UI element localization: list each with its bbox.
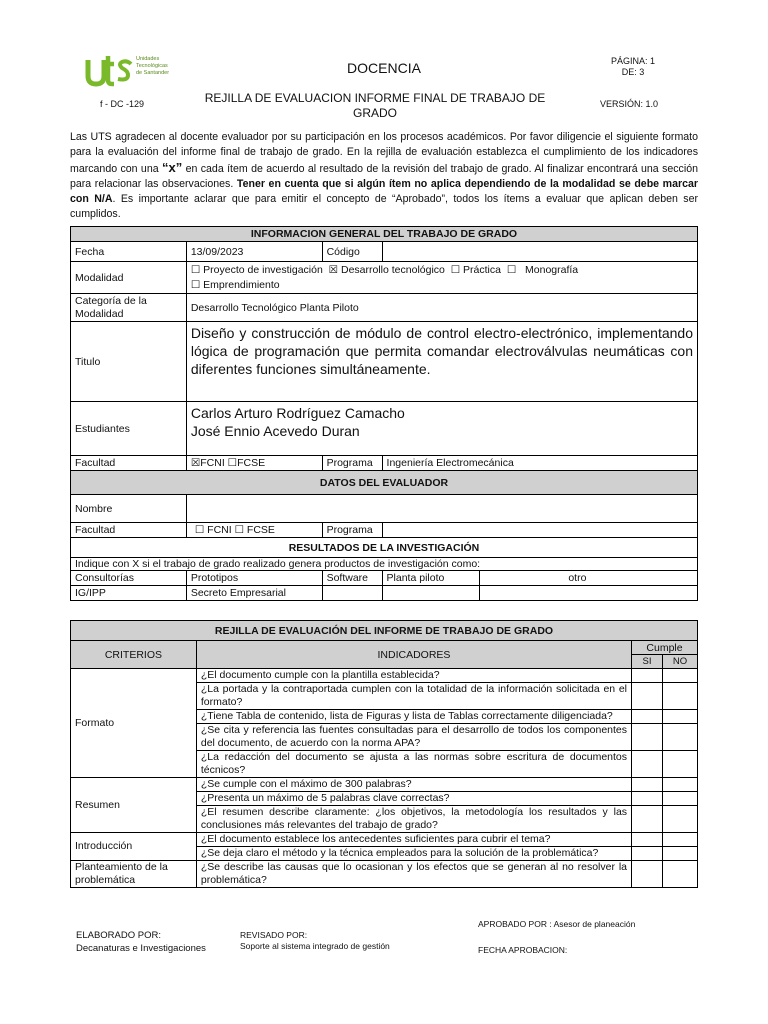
eval-facultad-value[interactable]: ☐ FCNI ☐ FCSE xyxy=(186,523,322,538)
form-code: f - DC -129 xyxy=(100,99,145,109)
fecha-aprobacion: FECHA APROBACION: xyxy=(478,945,568,955)
cumple-si-cell[interactable] xyxy=(632,669,663,683)
indicador-cell: ¿Tiene Tabla de contenido, lista de Figuras y lista de Tablas correctamente diligenciada? xyxy=(196,710,631,724)
general-info-table xyxy=(70,226,698,601)
mod-option-desarrollo[interactable]: ☒ Desarrollo tecnológico xyxy=(328,263,445,276)
resultados-instruction: Indique con X si el trabajo de grado realizado genera productos de investigación como: xyxy=(71,558,698,571)
modalidad-label: Modalidad xyxy=(71,262,187,294)
indicador-cell: ¿Se deja claro el método y la técnica empleados para la solución de la problemática? xyxy=(196,847,631,861)
rejilla-row xyxy=(71,778,698,792)
mod-option-monografia: Monografía xyxy=(525,263,579,276)
rejilla-row xyxy=(71,861,698,888)
resultado-prototipos: Prototipos xyxy=(186,571,322,586)
resultado-empty-3[interactable] xyxy=(480,586,698,601)
page-number: PÁGINA: 1 DE: 3 xyxy=(610,56,655,77)
cumple-no-cell[interactable] xyxy=(663,751,698,778)
cumple-si-cell[interactable] xyxy=(632,724,663,751)
estudiantes-label: Estudiantes xyxy=(71,402,187,456)
version-label: VERSIÓN: 1.0 xyxy=(600,99,659,109)
cumple-no-cell[interactable] xyxy=(663,847,698,861)
categoria-label: Categoría de la Modalidad xyxy=(71,294,187,322)
codigo-value[interactable] xyxy=(382,242,697,262)
cumple-si-cell[interactable] xyxy=(632,683,663,710)
section-heading-evaluador: DATOS DEL EVALUADOR xyxy=(71,471,698,495)
criterio-cell: Planteamiento de la problemática xyxy=(71,861,197,888)
resultado-empty-2[interactable] xyxy=(382,586,480,601)
resultado-otro: otro xyxy=(480,571,698,586)
elaborado-por: ELABORADO POR: Decanaturas e Investigaciones xyxy=(76,930,206,954)
criterio-cell: Introducción xyxy=(71,833,197,861)
cumple-no-cell[interactable] xyxy=(663,669,698,683)
cumple-no-cell[interactable] xyxy=(663,683,698,710)
revisado-por: REVISADO POR: Soporte al sistema integrado de gestión xyxy=(240,930,390,951)
titulo-value[interactable]: Diseño y construcción de módulo de control electro-electrónico, implementando lógica de programación que permita comandar electroválvulas neumáticas con diferentes funciones simultáneamente. xyxy=(186,322,697,402)
indicador-cell: ¿El resumen describe claramente: ¿los objetivos, la metodología los resultados y las conclusiones más relevantes del trabajo de grado? xyxy=(196,806,631,833)
cumple-si-cell[interactable] xyxy=(632,847,663,861)
nombre-label: Nombre xyxy=(71,495,187,523)
cumple-no-cell[interactable] xyxy=(663,792,698,806)
criterio-cell: Resumen xyxy=(71,778,197,833)
indicador-cell: ¿Presenta un máximo de 5 palabras clave correctas? xyxy=(196,792,631,806)
programa-label: Programa xyxy=(322,456,382,471)
codigo-label: Código xyxy=(322,242,382,262)
cumple-si-cell[interactable] xyxy=(632,833,663,847)
cumple-si-cell[interactable] xyxy=(632,792,663,806)
cumple-no-cell[interactable] xyxy=(663,710,698,724)
col-indicadores: INDICADORES xyxy=(196,641,631,669)
resultado-planta-piloto: Planta piloto xyxy=(382,571,480,586)
cumple-no-cell[interactable] xyxy=(663,806,698,833)
uts-logo-subtitle: Unidades Tecnológicas de Santander xyxy=(136,56,170,76)
section-heading-general: INFORMACION GENERAL DEL TRABAJO DE GRADO xyxy=(71,227,698,242)
indicador-cell: ¿Se cumple con el máximo de 300 palabras? xyxy=(196,778,631,792)
cumple-si-cell[interactable] xyxy=(632,751,663,778)
fecha-label: Fecha xyxy=(71,242,187,262)
facultad-value[interactable]: ☒FCNI ☐FCSE xyxy=(186,456,322,471)
resultado-secreto: Secreto Empresarial xyxy=(186,586,322,601)
rejilla-row xyxy=(71,669,698,683)
cumple-si-cell[interactable] xyxy=(632,861,663,888)
cumple-no-cell[interactable] xyxy=(663,861,698,888)
resultado-consultorias: Consultorías xyxy=(71,571,187,586)
indicador-cell: ¿La portada y la contraportada cumplen con la totalidad de la información solicitada en el formato? xyxy=(196,683,631,710)
rejilla-row xyxy=(71,833,698,847)
cumple-si-cell[interactable] xyxy=(632,806,663,833)
cumple-no-cell[interactable] xyxy=(663,724,698,751)
mod-option-proyecto[interactable]: ☐ Proyecto de investigación xyxy=(190,263,323,276)
mod-option-monografia-box[interactable]: ☐ xyxy=(506,263,517,276)
estudiante-2: José Ennio Acevedo Duran xyxy=(190,423,360,439)
estudiante-1: Carlos Arturo Rodríguez Camacho xyxy=(190,405,405,421)
titulo-label: Titulo xyxy=(71,322,187,402)
aprobado-por: APROBADO POR : Asesor de planeación xyxy=(478,919,636,929)
criterio-cell: Formato xyxy=(71,669,197,778)
indicador-cell: ¿Se cita y referencia las fuentes consultadas para el desarrollo de todos los componentes del documento, de acuerdo con la norma APA? xyxy=(196,724,631,751)
mod-option-emprendimiento[interactable]: ☐ Emprendimiento xyxy=(190,278,280,291)
modalidad-options[interactable] xyxy=(186,262,697,294)
fecha-value[interactable]: 13/09/2023 xyxy=(186,242,322,262)
eval-programa-label: Programa xyxy=(322,523,382,538)
col-no: NO xyxy=(663,655,698,669)
programa-value[interactable]: Ingeniería Electromecánica xyxy=(382,456,697,471)
resultado-software: Software xyxy=(322,571,382,586)
facultad-label: Facultad xyxy=(71,456,187,471)
section-heading-resultados: RESULTADOS DE LA INVESTIGACIÓN xyxy=(71,538,698,558)
col-criterios: CRITERIOS xyxy=(71,641,197,669)
cumple-si-cell[interactable] xyxy=(632,778,663,792)
cumple-no-cell[interactable] xyxy=(663,778,698,792)
estudiantes-value[interactable] xyxy=(186,402,697,456)
indicador-cell: ¿Se describe las causas que lo ocasionan y los efectos que se generan al no resolver la problemática? xyxy=(196,861,631,888)
indicador-cell: ¿El documento establece los antecedentes suficientes para cubrir el tema? xyxy=(196,833,631,847)
mod-option-practica[interactable]: ☐ Práctica xyxy=(450,263,501,276)
nombre-value[interactable] xyxy=(186,495,697,523)
resultado-empty-1[interactable] xyxy=(322,586,382,601)
resultado-ig-ipp: IG/IPP xyxy=(71,586,187,601)
department-title: DOCENCIA xyxy=(347,60,421,76)
eval-facultad-label: Facultad xyxy=(71,523,187,538)
intro-paragraph: Las UTS agradecen al docente evaluador por su participación en los procesos académicos. Por favor diligencie el siguiente formato para la evaluación del informe final de trabajo de grado. En la rejilla de evaluación establezca el cumplimiento de los indicadores marcando con una “x” en cada ítem de acuerdo al resultado de la revisión del trabajo de grado. Al finalizar encontrará una sección para relacionar las observaciones. Tener en cuenta que si algún ítem no aplica dependiendo de la modalidad se debe marcar con N/A. Es importante aclarar que para emitir el concepto de “Aprobado”, todos los ítems a evaluar que aplican deben ser cumplidos. xyxy=(70,131,698,220)
indicador-cell: ¿La redacción del documento se ajusta a las normas sobre escritura de documentos técnicos? xyxy=(196,751,631,778)
indicador-cell: ¿El documento cumple con la plantilla establecida? xyxy=(196,669,631,683)
eval-programa-value[interactable] xyxy=(382,523,697,538)
rejilla-table xyxy=(70,620,698,888)
categoria-value[interactable]: Desarrollo Tecnológico Planta Piloto xyxy=(186,294,697,322)
col-cumple: Cumple xyxy=(632,641,698,655)
cumple-si-cell[interactable] xyxy=(632,710,663,724)
document-title: REJILLA DE EVALUACION INFORME FINAL DE TRABAJO DE GRADO xyxy=(204,91,546,120)
cumple-no-cell[interactable] xyxy=(663,833,698,847)
section-heading-rejilla: REJILLA DE EVALUACIÓN DEL INFORME DE TRABAJO DE GRADO xyxy=(71,621,698,641)
col-si: SI xyxy=(632,655,663,669)
